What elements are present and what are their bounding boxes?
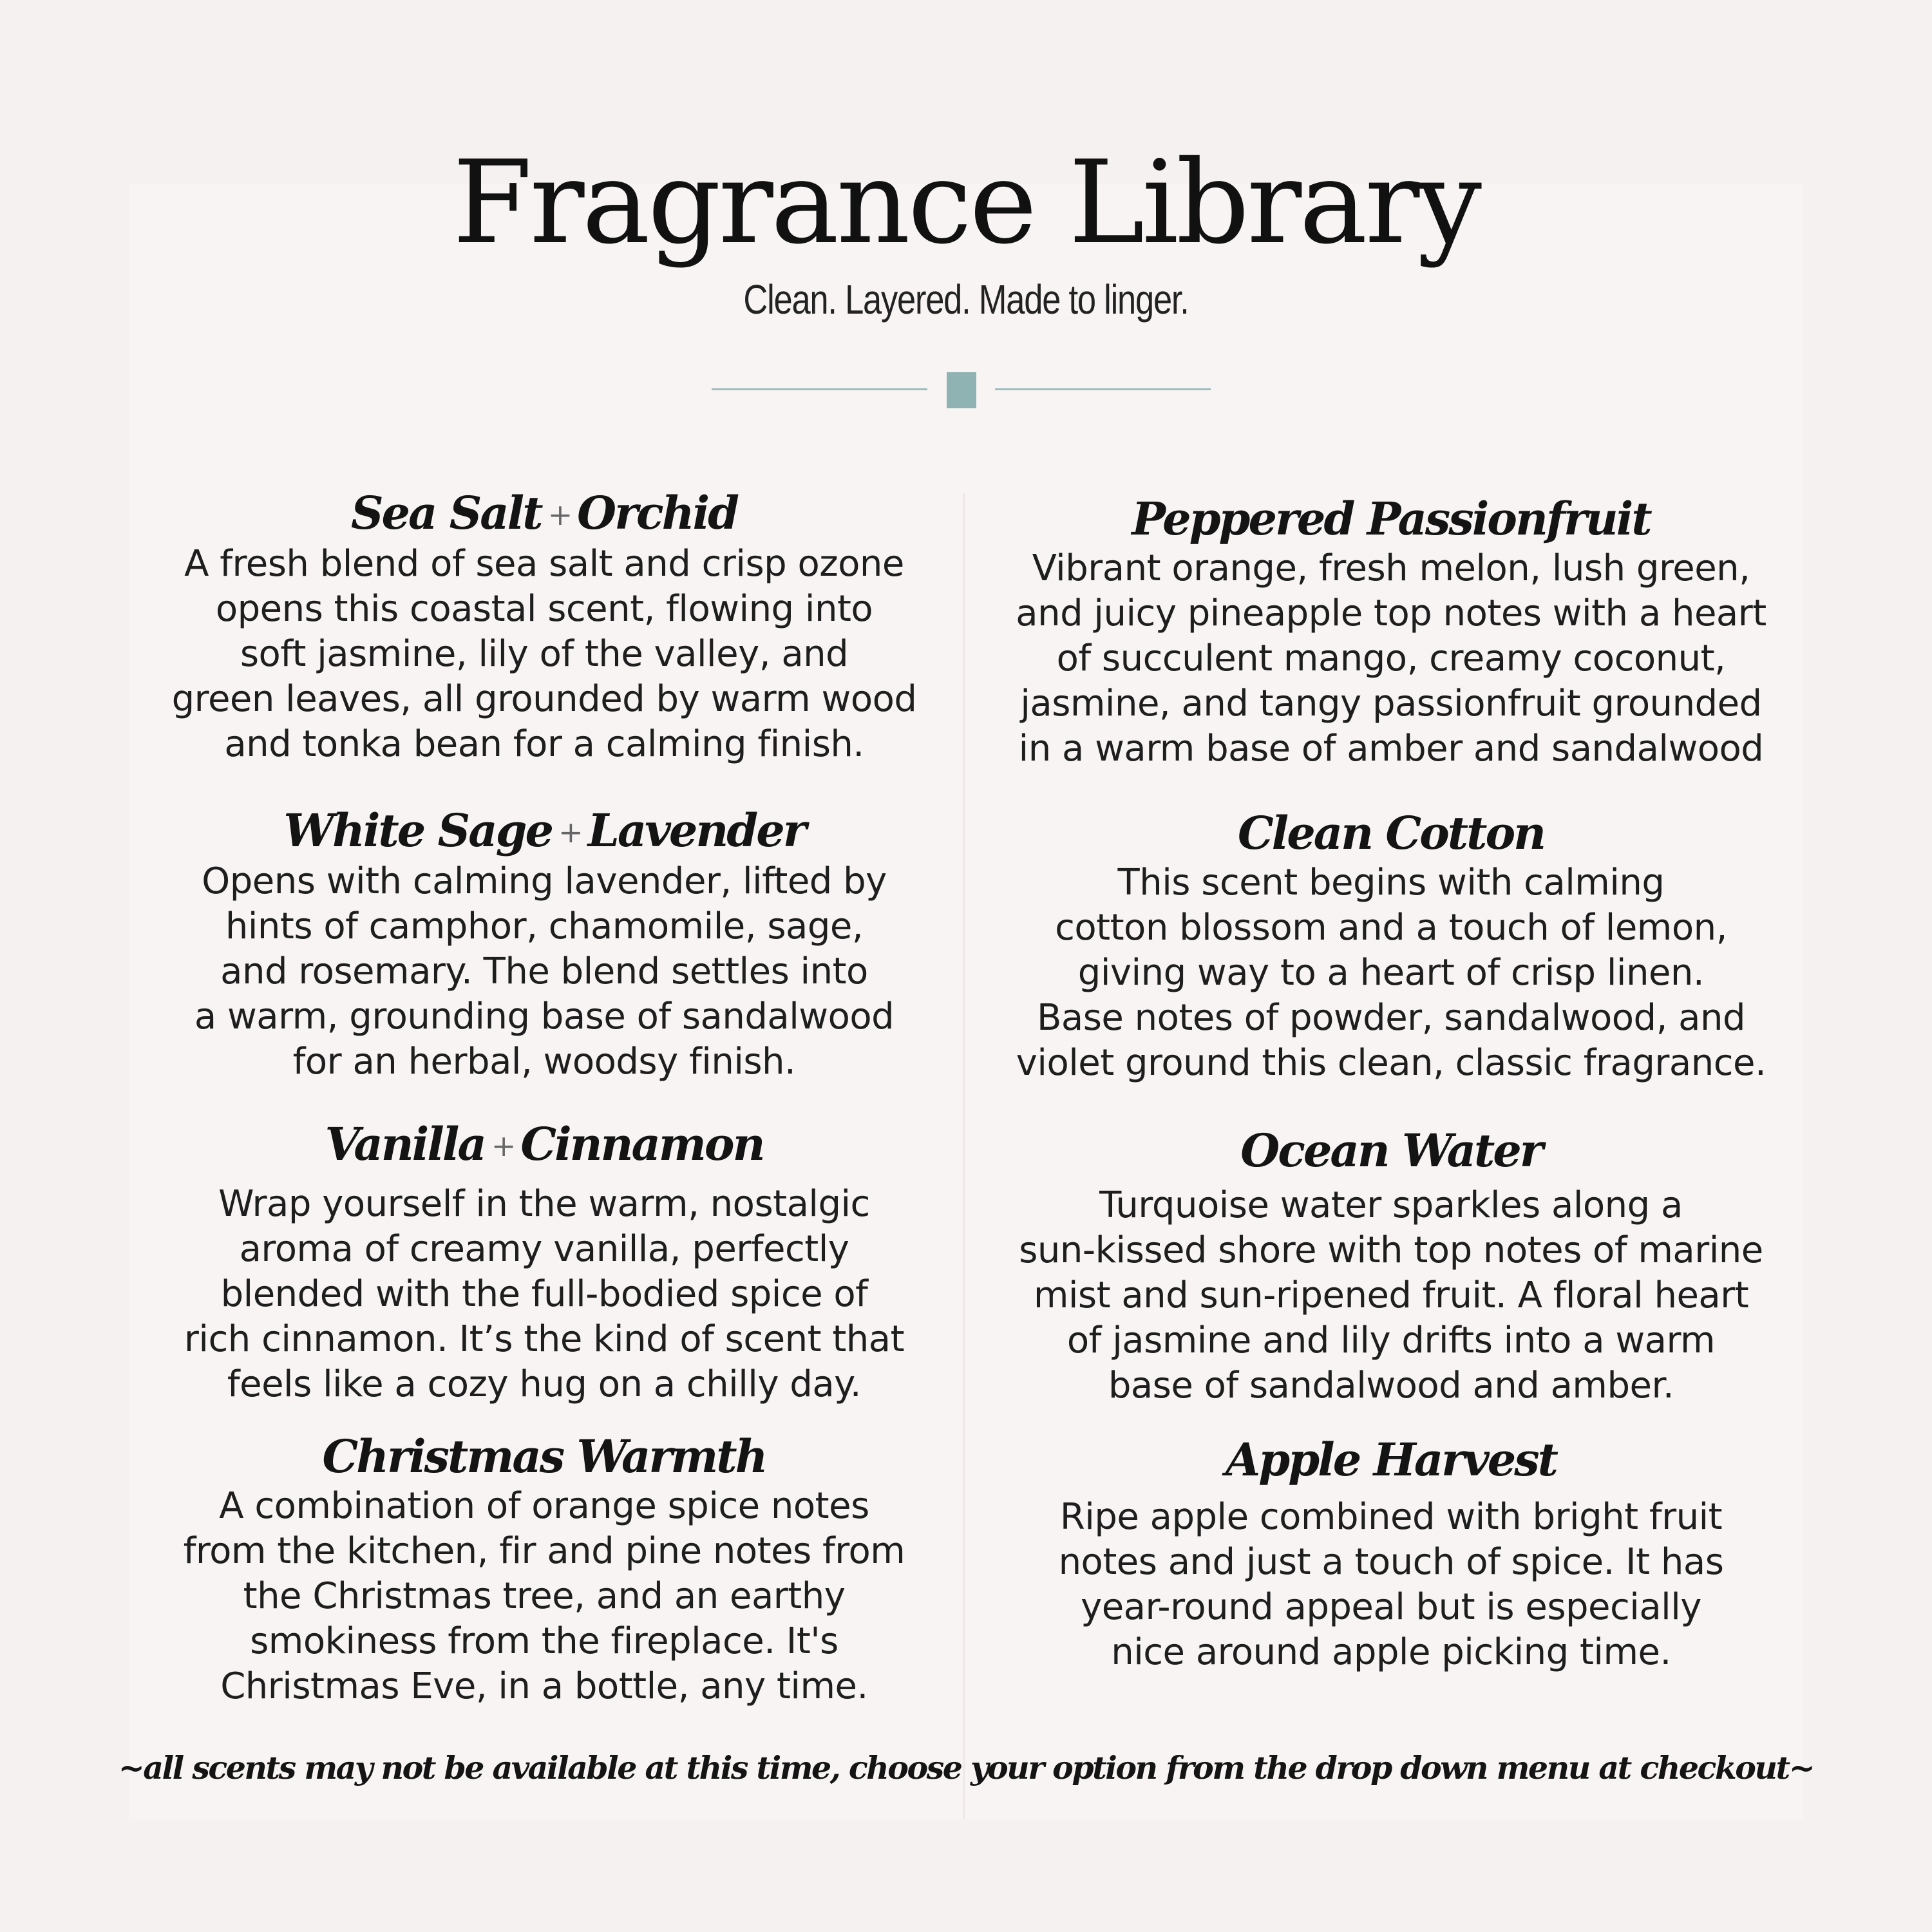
scent-name: Christmas Warmth xyxy=(322,1430,766,1483)
scent-name: Clean Cotton xyxy=(1237,806,1545,860)
scent-white-sage-lavender xyxy=(132,804,956,1084)
scent-name: White Sage + Lavender xyxy=(283,804,805,857)
page-subtitle: Clean. Layered. Made to linger. xyxy=(743,276,1189,323)
divider-square-icon xyxy=(947,372,976,408)
scent-name: Peppered Passionfruit xyxy=(1132,492,1651,545)
scent-christmas-warmth xyxy=(132,1430,956,1709)
scent-description: Vibrant orange, fresh melon, lush green, and juicy pineapple top notes with a heart of succulent mango, creamy coconut, jasmine, and tangy passionfruit grounded in a warm base of amber and sandalwood xyxy=(1016,547,1766,770)
divider-line-left xyxy=(712,388,927,390)
scent-name: Ocean Water xyxy=(1240,1124,1542,1177)
scent-clean-cotton xyxy=(972,806,1810,1086)
scent-description: Wrap yourself in the warm, nostalgic aroma of creamy vanilla, perfectly blended with the full-bodied spice of rich cinnamon. It’s the kind of scent that feels like a cozy hug on a chilly day. xyxy=(184,1183,905,1405)
scent-name: Sea Salt + Orchid xyxy=(350,486,738,540)
scent-description: Turquoise water sparkles along a sun-kissed shore with top notes of marine mist and sun-ripened fruit. A floral heart of jasmine and lily drifts into a warm base of sandalwood and amber. xyxy=(1019,1184,1763,1406)
scent-sea-salt-orchid xyxy=(132,486,956,767)
divider-line-right xyxy=(995,388,1211,390)
scent-description: A fresh blend of sea salt and crisp ozone opens this coastal scent, flowing into soft jasmine, lily of the valley, and green leaves, all grounded by warm wood and tonka bean for a calming finish. xyxy=(171,543,917,765)
column-divider xyxy=(963,493,965,1819)
scent-description: Opens with calming lavender, lifted by hints of camphor, chamomile, sage, and rosemary. The blend settles into a warm, grounding base of sandalwood for an herbal, woodsy finish. xyxy=(194,860,895,1083)
scent-description: A combination of orange spice notes from the kitchen, fir and pine notes from the Christmas tree, and an earthy smokiness from the fireplace. It's Christmas Eve, in a bottle, any time. xyxy=(183,1485,905,1707)
scent-apple-harvest xyxy=(972,1433,1810,1675)
scent-description: This scent begins with calming cotton blossom and a touch of lemon, giving way to a heart of crisp linen. Base notes of powder, sandalwood, and violet ground this clean, classic fragrance. xyxy=(1016,862,1766,1084)
scent-name: Apple Harvest xyxy=(1225,1433,1557,1486)
scent-name: Vanilla + Cinnamon xyxy=(325,1117,764,1171)
scent-peppered-passionfruit xyxy=(972,492,1810,772)
page-title: Fragrance Library xyxy=(452,136,1480,269)
scent-description: Ripe apple combined with bright fruit notes and just a touch of spice. It has year-round appeal but is especially nice around apple picking time. xyxy=(1058,1496,1724,1673)
scent-ocean-water xyxy=(972,1124,1810,1408)
scent-vanilla-cinnamon xyxy=(132,1117,956,1407)
availability-note: ~all scents may not be available at this time, choose your option from the drop down menu at checkout~ xyxy=(118,1749,1814,1786)
ornament-divider xyxy=(0,367,1932,412)
